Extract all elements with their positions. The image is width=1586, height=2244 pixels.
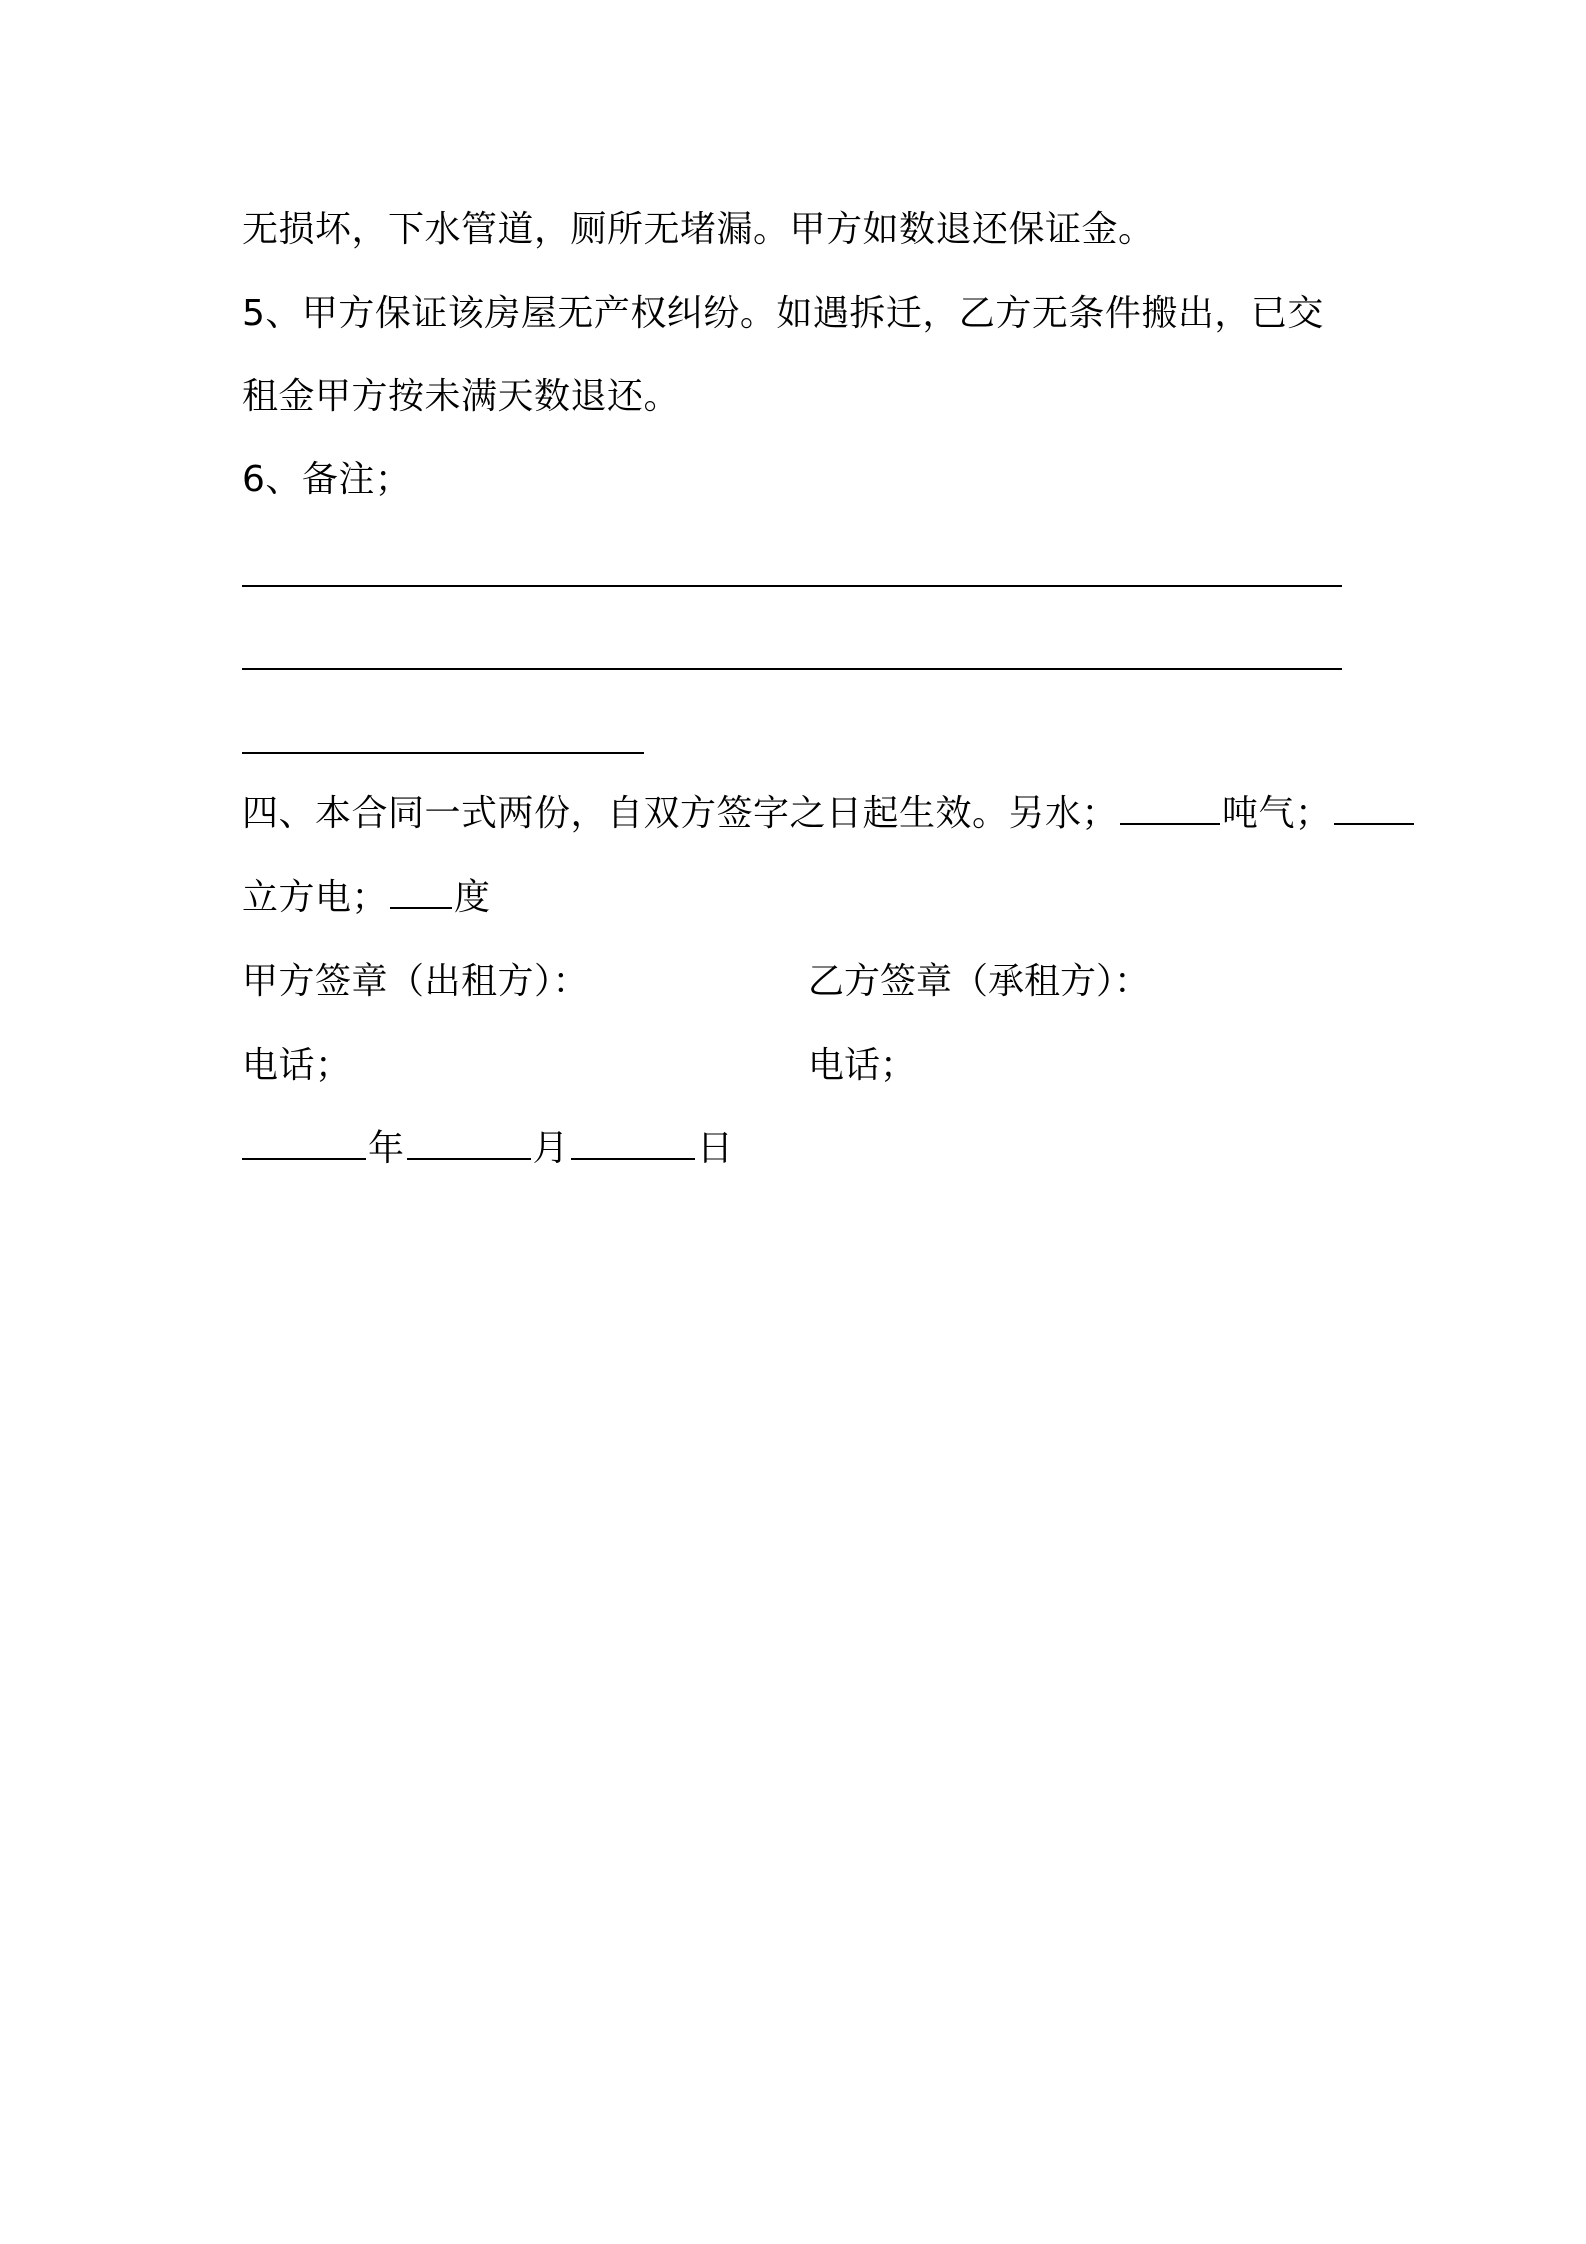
month-label: 月 [532,1128,570,1169]
section-4-line-1 [242,792,1416,836]
remarks-blank-line-1[interactable] [242,585,1342,587]
remarks-blank-line-3[interactable] [242,752,644,754]
party-a-phone: 电话； [242,1045,352,1086]
electricity-amount-blank[interactable] [390,877,452,909]
clause-5-line-2: 租金甲方按未满天数退还。 [242,376,681,417]
clause-6-remarks: 6、备注； [242,459,412,500]
gas-unit: 立方电； [242,877,389,918]
electricity-unit: 度 [454,877,491,918]
clause-4-tail: 无损坏，下水管道，厕所无堵漏。甲方如数退还保证金。 [242,209,1155,250]
section-4-line-2 [242,876,491,920]
date-line [242,1127,734,1171]
water-amount-blank[interactable] [1120,793,1220,825]
party-a-seal: 甲方签章（出租方）： [242,961,590,1002]
section-4-text: 四、本合同一式两份，自双方签字之日起生效。另水； [242,793,1119,834]
remarks-blank-line-2[interactable] [242,668,1342,670]
party-b-phone: 电话； [808,1045,917,1086]
gas-amount-blank[interactable] [1334,793,1414,825]
water-unit: 吨气； [1222,793,1332,834]
year-blank[interactable] [242,1128,366,1160]
clause-5-line-1: 5、甲方保证该房屋无产权纠纷。如遇拆迁，乙方无条件搬出，已交 [242,293,1324,334]
day-blank[interactable] [571,1128,695,1160]
day-label: 日 [697,1128,734,1169]
month-blank[interactable] [407,1128,531,1160]
party-b-seal: 乙方签章（承租方）： [808,961,1151,1002]
year-label: 年 [368,1128,405,1169]
